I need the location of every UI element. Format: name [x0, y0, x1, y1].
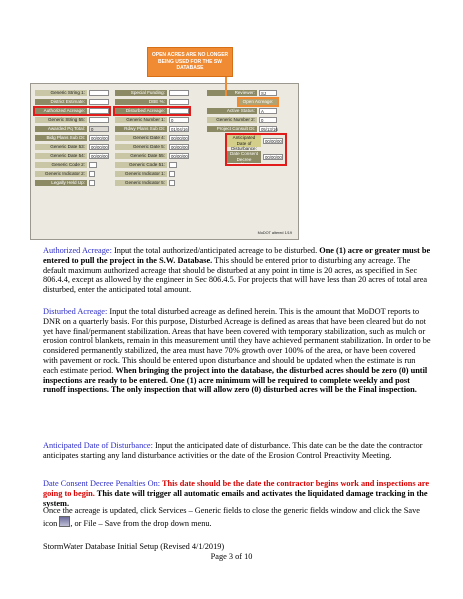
callout-note: OPEN ACRES ARE NO LONGER BEING USED FOR THE SW DATABASE [147, 47, 233, 77]
paragraph-consent-decree: Date Consent Decree Penalties On: This date should be the date the contractor begins work and inspections are going to begin. This date will trigger all automatic emails and activates the liquidated damage tracking in the system. [43, 479, 430, 508]
field-generic-indicator-1[interactable] [169, 171, 175, 177]
label-generic-number-2: Generic Number 2: [207, 117, 257, 123]
label-generic-string-55: Generic String 55: [35, 117, 87, 123]
field-anticipated-date-of-disturbance[interactable]: 00/00/00 [265, 139, 282, 144]
label-generic-code-51: Generic Code 51: [115, 162, 167, 168]
field-generic-number-2[interactable]: 0 [259, 117, 277, 123]
field-rdwy-plans-sub-dt[interactable]: 01/04/16 [171, 127, 188, 132]
label-generic-string-1: Generic String 1: [35, 90, 87, 96]
field-generic-date-4[interactable]: 00/00/00 [171, 136, 188, 141]
field-generic-string-55[interactable] [89, 117, 109, 123]
label-dbe-pct: DBE %: [115, 99, 167, 105]
field-project-consult-dt[interactable]: 05/13/16 [261, 127, 278, 132]
button-open-acreage[interactable]: Open Acreage: [239, 99, 277, 105]
label-rdwy-plans-sub-dt: Rdwy Plans Sub Dt: [115, 126, 167, 132]
callout-connector [225, 77, 227, 96]
page-number: Page 3 of 10 [210, 552, 253, 561]
label-generic-date-53: Generic Date 53: [35, 144, 87, 150]
highlight-dates [225, 133, 287, 166]
label-date-consent-decree-penalties-on: Date Consent Decree Penalties On: [227, 151, 261, 163]
generic-fields-form [30, 83, 299, 240]
highlight-authorized-acreage [33, 106, 111, 116]
label-active-status: Active Status: [207, 108, 257, 114]
label-generic-code-2: Generic Code 2: [35, 162, 87, 168]
field-generic-code-2[interactable] [89, 162, 97, 168]
field-generic-indicator-5[interactable] [169, 180, 175, 186]
field-district-estimate[interactable] [89, 99, 109, 105]
field-generic-date-53[interactable]: 00/00/00 [91, 145, 108, 150]
footnote: MoDOT altered 1/19 [257, 231, 292, 235]
paragraph-authorized-acreage: Authorized Acreage: Input the total authorized/anticipated acreage to be disturbed. One (1) acre or greater must be entered to pull the project in the S.W. Database. This should be entered prior to disturbing any acreage. The default maximum authorized acreage that should be disturbed at any point in time is 20 acres, as specified in Sec 806.4.4, except as allowed by the engineer in Sec 806.4.5. For projects that will have less than 20 acres of total area disturbed, enter the anticipated total amount. [43, 246, 431, 295]
label-generic-date-5: Generic Date 5: [115, 144, 167, 150]
label-bidg-plans-sub-dt: Bidg Plans Sub Dt: [35, 135, 87, 141]
label-generic-indicator-5: Generic Indicator 5: [115, 180, 167, 186]
footer-line: StormWater Database Initial Setup (Revised 4/1/2019) [43, 542, 225, 551]
highlight-open-acreage [237, 97, 279, 107]
label-generic-date-4: Generic Date 4: [115, 135, 167, 141]
field-reviewer[interactable]: SJ [259, 90, 277, 96]
field-active-status[interactable]: A [259, 108, 277, 114]
label-legally-held-up: Legally Held Up: [35, 180, 87, 186]
label-generic-indicator-1: Generic Indicator 1: [115, 171, 167, 177]
paragraph-save-instructions: Once the acreage is updated, click Services – Generic fields to close the generic fields window and click the Save icon , or File – Save from the drop down menu. [43, 506, 420, 528]
save-icon [59, 516, 70, 527]
paragraph-disturbed-acreage: Disturbed Acreage: Input the total disturbed acreage as defined herein. This is the amount that MoDOT reports to DNR on a quarterly basis. For this purpose, Disturbed Acreage is defined as areas that have been cleared but do not yet have final/permanent stabilization. Areas that have been covered with temporary stabilization, such as mulch or erosion control blankets, remain in this measurement until they have achieved permanent stabilization. In order to be considered permanently stabilized, the area must have 70% growth over 100% of the area, or have been covered with pavement or rock. This should be entered upon disturbance and should be updated when the estimate is run each estimate period. When bringing the project into the database, the disturbed acres should be zero (0) until inspections are ready to be entered. One (1) acre minimum will be required to complete weekly and post runoff inspections. The only inspection that will allow zero (0) disturbed acres will be the Final inspection. [43, 307, 431, 395]
field-awarded-pq-total[interactable]: 0 [89, 126, 109, 132]
field-generic-code-51[interactable] [169, 162, 177, 168]
label-awarded-pq-total: Awarded Pq Total: [35, 126, 87, 132]
paragraph-anticipated-date: Anticipated Date of Disturbance: Input the anticipated date of disturbance. This date can be the date the contractor anticipates starting any land disturbance activities or the date of the Erosion Control Preactivity Meeting. [43, 441, 423, 460]
field-generic-date-54[interactable]: 00/00/00 [91, 154, 108, 159]
label-special-funding: Special Funding: [115, 90, 167, 96]
field-date-consent-decree-penalties-on[interactable]: 00/00/00 [265, 155, 282, 160]
heading-anticipated-date: Anticipated Date of Disturbance: [43, 441, 153, 450]
label-anticipated-date-of-disturbance: Anticipated Date of Disturbance: [227, 135, 261, 147]
field-dbe-pct[interactable] [169, 99, 189, 105]
field-special-funding[interactable] [169, 90, 189, 96]
label-district-estimate: District Estimate: [35, 99, 87, 105]
field-generic-date-55[interactable]: 00/00/00 [171, 154, 188, 159]
heading-authorized-acreage: Authorized Acreage: [43, 246, 112, 255]
label-generic-indicator-2: Generic Indicator 2: [35, 171, 87, 177]
label-disturbed-acreage: Disturbed Acreage: [115, 108, 167, 114]
field-bidg-plans-sub-dt[interactable]: 00/00/00 [91, 136, 108, 141]
heading-consent-decree: Date Consent Decree Penalties On: [43, 479, 161, 488]
field-generic-string-1[interactable] [89, 90, 109, 96]
field-generic-date-5[interactable]: 00/00/00 [171, 145, 188, 150]
label-authorized-acreage: Authorized Acreage: [35, 108, 87, 114]
label-generic-number-1: Generic Number 1: [115, 117, 167, 123]
field-generic-number-1[interactable]: 0 [169, 117, 189, 123]
highlight-disturbed-acreage [113, 106, 191, 116]
heading-disturbed-acreage: Disturbed Acreage: [43, 307, 108, 316]
field-legally-held-up[interactable] [89, 180, 95, 186]
field-generic-indicator-2[interactable] [89, 171, 95, 177]
label-generic-date-54: Generic Date 54: [35, 153, 87, 159]
label-project-consult-dt: Project Consult Dt: [207, 126, 257, 132]
label-reviewer: Reviewer: [207, 90, 257, 96]
label-generic-date-55: Generic Date 55: [115, 153, 167, 159]
